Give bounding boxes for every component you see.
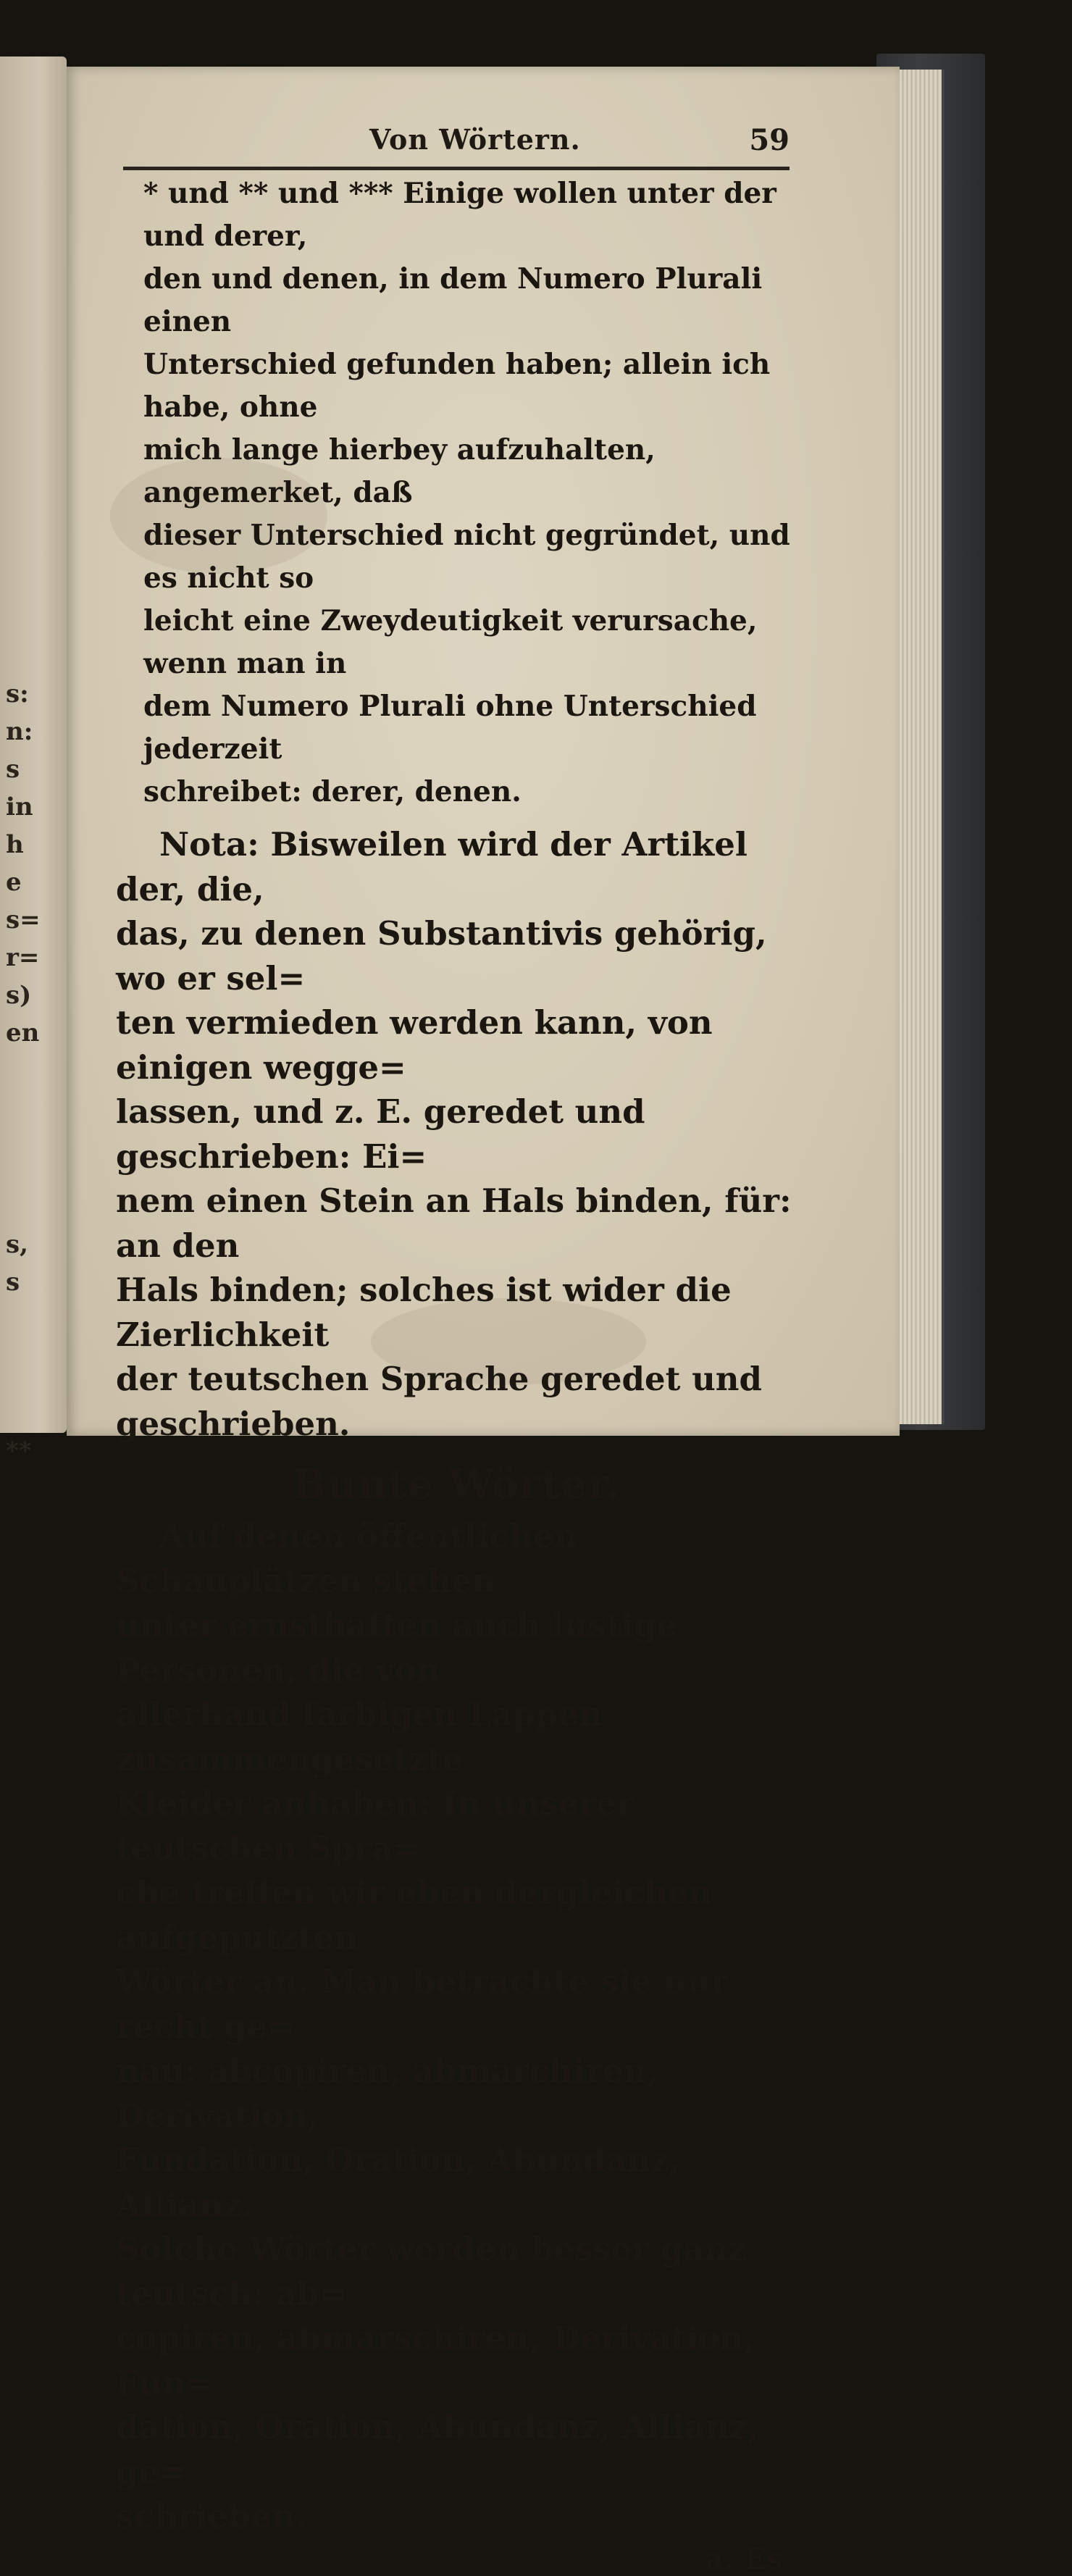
adjacent-page-edge <box>0 57 67 1465</box>
para-line: Auf denen öffentlichen Schauplätzen stehen <box>116 1517 578 1600</box>
para-line: Fundation, Oration, Abundanz, Allianz. <box>116 2141 681 2224</box>
para-line: Hals binden; solches ist wider die Zierlichkeit <box>116 1271 732 1354</box>
para-line: che treffen wir eben dergleichen aufgeputzten <box>116 1873 713 1957</box>
left-fragment: e <box>6 868 22 897</box>
paragraph-bunte-woerter <box>116 1514 797 2539</box>
section-heading: Bunte Wörter. <box>292 1460 621 1508</box>
note-line: den und denen, in dem Numero Plurali einen <box>143 262 763 338</box>
note-line: schreibet: derer, denen. <box>143 775 522 808</box>
para-line: Wörter an. Man betrachte sie nur recht ge= <box>116 1962 728 2046</box>
left-fragment: s, <box>6 1230 28 1259</box>
running-head: Von Wörtern. <box>369 123 581 156</box>
left-fragment: s <box>6 1268 20 1297</box>
paragraph-nota <box>116 822 797 1446</box>
left-fragment: in <box>6 793 33 821</box>
para-line: der teutschen Sprache geredet und geschrieben. <box>116 1360 762 1443</box>
left-fragment: s= <box>6 906 41 934</box>
para-line: Solche Wörter werden besser ganz teutsch: ab= <box>116 2230 747 2313</box>
left-fragment: s <box>6 755 20 784</box>
note-line: * und ** und *** Einige wollen unter der und derer, <box>143 177 776 253</box>
page-number: 59 <box>749 123 790 157</box>
footnote <box>116 172 797 814</box>
para-line: schrieben. <box>116 2497 307 2535</box>
left-fragment: ** <box>6 1437 32 1465</box>
note-line: dem Numero Plurali ohne Unterschied jederzeit <box>143 690 757 766</box>
header-rule <box>123 167 790 170</box>
note-line: leicht eine Zweydeutigkeit verursache, wenn man in <box>143 604 758 680</box>
left-fragment: s) <box>6 981 32 1010</box>
para-line: das, zu denen Substantivis gehörig, wo er sel= <box>116 914 767 998</box>
para-line: copiren, abmarschiren, Derivation, Fun= <box>116 2319 755 2402</box>
left-fragment: r= <box>6 943 40 972</box>
para-line: ten vermieden werden kann, von einigen wegge= <box>116 1003 713 1087</box>
para-line: allerhand farbigen Lappen zusammengesetzte <box>116 1695 603 1778</box>
para-line: nau: abcopiren, abmarchiren, Derivation, <box>116 2052 658 2135</box>
para-line: nem einen Stein an Hals binden, für: an den <box>116 1182 792 1265</box>
para-line: Nota: Bisweilen wird der Artikel der, die, <box>116 825 748 908</box>
left-fragment: en <box>6 1019 40 1047</box>
catchword: a. Es <box>705 2541 782 2576</box>
left-fragment: h <box>6 830 24 859</box>
para-line: lassen, und z. E. geredet und geschrieben: Ei= <box>116 1092 645 1176</box>
page-header <box>123 123 790 161</box>
left-fragment: n: <box>6 717 33 746</box>
para-line: Kleider anhaben: In unserer teutschen Spra= <box>116 1784 635 1868</box>
note-line: Unterschied gefunden haben; allein ich habe, ohne <box>143 348 771 424</box>
para-line: dation, Oration, Abundanz, Allianz, ge= <box>116 2408 759 2491</box>
note-line: dieser Unterschied nicht gegründet, und es nicht so <box>143 519 790 595</box>
page-body <box>116 172 797 2576</box>
para-line: unter ernsthaften auch lustige Personen, die von <box>116 1606 678 1689</box>
left-fragment: s: <box>6 679 29 708</box>
note-line: mich lange hierbey aufzuhalten, angemerket, daß <box>143 433 656 509</box>
